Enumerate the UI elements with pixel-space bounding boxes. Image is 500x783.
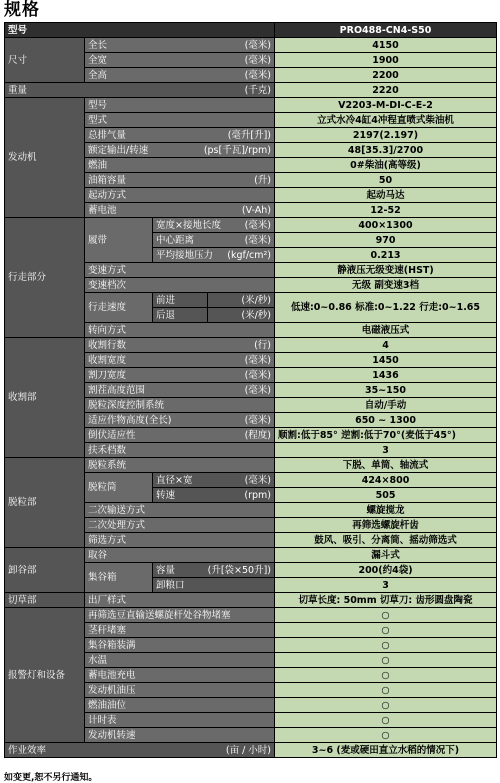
speed-unit: (米/秒): [208, 293, 275, 308]
row-alarm-0: [5, 608, 497, 623]
label: 变速方式: [85, 263, 275, 278]
dims-height: [85, 68, 275, 83]
value: 顺割:低于85° 逆割:低于70°(麦低于45°): [275, 428, 497, 443]
label: 脱粒系统: [85, 458, 275, 473]
value: 3: [275, 443, 497, 458]
label: 适应作物高度(全长): [88, 414, 172, 426]
label: 燃油: [85, 158, 275, 173]
ground-pressure: [153, 248, 275, 263]
row-harvest-rows: [5, 338, 497, 353]
row-model: [5, 23, 497, 38]
value: ○: [275, 683, 497, 698]
label: 全长: [88, 39, 108, 51]
value: ○: [275, 653, 497, 668]
harvest-rows: [85, 338, 275, 353]
value: 无级 副变速3档: [275, 278, 497, 293]
value: 970: [275, 233, 497, 248]
value: 35~150: [275, 383, 497, 398]
row-straw: [5, 593, 497, 608]
engine-displacement: [85, 128, 275, 143]
value: 自动/手动: [275, 398, 497, 413]
cut-height: [85, 383, 275, 398]
value: 2200: [275, 68, 497, 83]
category-travel: 行走部分: [5, 218, 85, 338]
speed-unit: (米/秒): [208, 308, 275, 323]
value: ○: [275, 728, 497, 743]
row-unload-method: [5, 548, 497, 563]
label: 发动机油压: [85, 683, 275, 698]
value: 505: [275, 488, 497, 503]
category-engine: 发动机: [5, 98, 85, 218]
efficiency: [5, 743, 275, 758]
value: 50: [275, 173, 497, 188]
label: 收割宽度: [88, 354, 127, 366]
value: 2197(2.197): [275, 128, 497, 143]
value: 4: [275, 338, 497, 353]
unit: (kgf/cm²): [227, 249, 272, 261]
value: ○: [275, 608, 497, 623]
row-track-width: [5, 218, 497, 233]
engine-battery: [85, 203, 275, 218]
track-center: [153, 233, 275, 248]
value: 1900: [275, 53, 497, 68]
track-label: 履带: [85, 218, 153, 263]
category-harvest: 收割部: [5, 338, 85, 458]
value: 1450: [275, 353, 497, 368]
engine-tank: [85, 173, 275, 188]
unit: (千克): [244, 84, 272, 96]
track-width: [153, 218, 275, 233]
label: 蓄电池充电: [85, 668, 275, 683]
label: 起动方式: [85, 188, 275, 203]
label: 再筛选豆直输送螺旋杆处谷物堵塞: [85, 608, 275, 623]
value: 12-52: [275, 203, 497, 218]
unit: (ps[千瓦]/rpm): [203, 144, 272, 156]
value: 鼓风、吸引、分离筒、摇动筛选式: [275, 533, 497, 548]
bin-capacity: [153, 563, 275, 578]
value: 再筛选螺旋杆齿: [275, 518, 497, 533]
value: 螺旋搅龙: [275, 503, 497, 518]
unit: (毫米): [244, 39, 272, 51]
row-length: [5, 38, 497, 53]
spec-table: [4, 22, 497, 758]
label: 型号: [85, 98, 275, 113]
row-efficiency: [5, 743, 497, 758]
lodging: [85, 428, 275, 443]
row-weight: [5, 83, 497, 98]
label: 容量: [156, 564, 176, 576]
unit: (程度): [244, 429, 272, 441]
label: 出厂样式: [85, 593, 275, 608]
category-dims: 尺寸: [5, 38, 85, 83]
label: 蓄电池: [88, 204, 117, 216]
unit: (亩 / 小时): [225, 744, 272, 756]
unit: (毫米): [244, 369, 272, 381]
dims-length: [85, 38, 275, 53]
unit: (毫米): [244, 354, 272, 366]
label: 总排气量: [88, 129, 127, 141]
value: 切草长度: 50mm 切草刀: 齿形圆盘陶瓷: [275, 593, 497, 608]
label: 扶禾档数: [85, 443, 275, 458]
label: 额定输出/转速: [88, 144, 149, 156]
dims-width: [85, 53, 275, 68]
drum-label: 脱粒筒: [85, 473, 153, 503]
value: 立式水冷4缸4冲程直喷式柴油机: [275, 113, 497, 128]
label: 计时表: [85, 713, 275, 728]
label: 倒伏适应性: [88, 429, 136, 441]
unit: (毫米): [244, 384, 272, 396]
value: 电磁液压式: [275, 323, 497, 338]
label: 发动机转速: [85, 728, 275, 743]
model-value: PRO488-CN4-S50: [275, 23, 497, 38]
unit: (升[袋×50升]): [207, 564, 272, 576]
label: 燃油油位: [85, 698, 275, 713]
label: 卸粮口: [153, 578, 275, 593]
value: 起动马达: [275, 188, 497, 203]
label: 转速: [156, 489, 176, 501]
label: 油箱容量: [88, 174, 127, 186]
label: 筛选方式: [85, 533, 275, 548]
drum-speed: [153, 488, 275, 503]
value: V2203-M-DI-C-E-2: [275, 98, 497, 113]
page-title: 规格: [4, 0, 40, 20]
value: 0.213: [275, 248, 497, 263]
label: 变速档次: [85, 278, 275, 293]
value: ○: [275, 668, 497, 683]
value: 400×1300: [275, 218, 497, 233]
label: 宽度×接地长度: [156, 219, 221, 231]
value: 650 ~ 1300: [275, 413, 497, 428]
unit: (毫米): [244, 54, 272, 66]
unit: (毫米): [244, 474, 272, 486]
unit: (毫米): [244, 234, 272, 246]
crop-height: [85, 413, 275, 428]
value: 下脱、单筒、轴流式: [275, 458, 497, 473]
unit: (毫米): [244, 69, 272, 81]
drum-size: [153, 473, 275, 488]
value: 2220: [275, 83, 497, 98]
bin-label: 集谷箱: [85, 563, 153, 593]
label: 重量: [8, 84, 28, 96]
unit: (V-Ah): [241, 204, 272, 216]
label: 取谷: [85, 548, 275, 563]
value: 48[35.3]/2700: [275, 143, 497, 158]
footnote: 如变更,恕不另行通知。: [4, 773, 98, 783]
value: 漏斗式: [275, 548, 497, 563]
label: 型式: [85, 113, 275, 128]
value: ○: [275, 623, 497, 638]
unit: (升): [254, 174, 272, 186]
label: 作业效率: [8, 744, 47, 756]
speed-label: 行走速度: [85, 293, 153, 323]
category-thresh: 脱粒部: [5, 458, 85, 548]
value: 200(约4袋): [275, 563, 497, 578]
label: 转向方式: [85, 323, 275, 338]
unit: (rpm): [244, 489, 272, 501]
label: 平均接地压力: [156, 249, 214, 261]
harvest-blade: [85, 368, 275, 383]
weight: [5, 83, 275, 98]
speed-reverse: 后退: [153, 308, 208, 323]
harvest-width: [85, 353, 275, 368]
value: 1436: [275, 368, 497, 383]
unit: (毫米): [244, 219, 272, 231]
value: 3~6 (麦或硬田直立水稻的情况下): [275, 743, 497, 758]
value: ○: [275, 713, 497, 728]
label: 脱粒深度控制系统: [85, 398, 275, 413]
value: 3: [275, 578, 497, 593]
label: 二次输送方式: [85, 503, 275, 518]
value: 静液压无级变速(HST): [275, 263, 497, 278]
row-engine-model: [5, 98, 497, 113]
label: 直径×宽: [156, 474, 193, 486]
label: 水温: [85, 653, 275, 668]
model-label: 型号: [5, 23, 275, 38]
value: ○: [275, 638, 497, 653]
value: ○: [275, 698, 497, 713]
row-thresh-system: [5, 458, 497, 473]
label: 茎秆堵塞: [85, 623, 275, 638]
engine-output: [85, 143, 275, 158]
unit: (毫升[升]): [227, 129, 272, 141]
category-alarm: 报警灯和设备: [5, 608, 85, 743]
category-unload: 卸谷部: [5, 548, 85, 593]
unit: (毫米): [244, 414, 272, 426]
label: 全宽: [88, 54, 108, 66]
unit: (行): [254, 339, 272, 351]
label: 割刀宽度: [88, 369, 127, 381]
speed-forward: 前进: [153, 293, 208, 308]
speed-value: 低速:0~0.86 标准:0~1.22 行走:0~1.65: [275, 293, 497, 323]
label: 二次处理方式: [85, 518, 275, 533]
label: 中心距离: [156, 234, 195, 246]
label: 集谷箱装满: [85, 638, 275, 653]
label: 全高: [88, 69, 108, 81]
label: 割茬高度范围: [88, 384, 146, 396]
value: 0#柴油(高等级): [275, 158, 497, 173]
label: 收割行数: [88, 339, 127, 351]
value: 4150: [275, 38, 497, 53]
category-straw: 切草部: [5, 593, 85, 608]
value: 424×800: [275, 473, 497, 488]
